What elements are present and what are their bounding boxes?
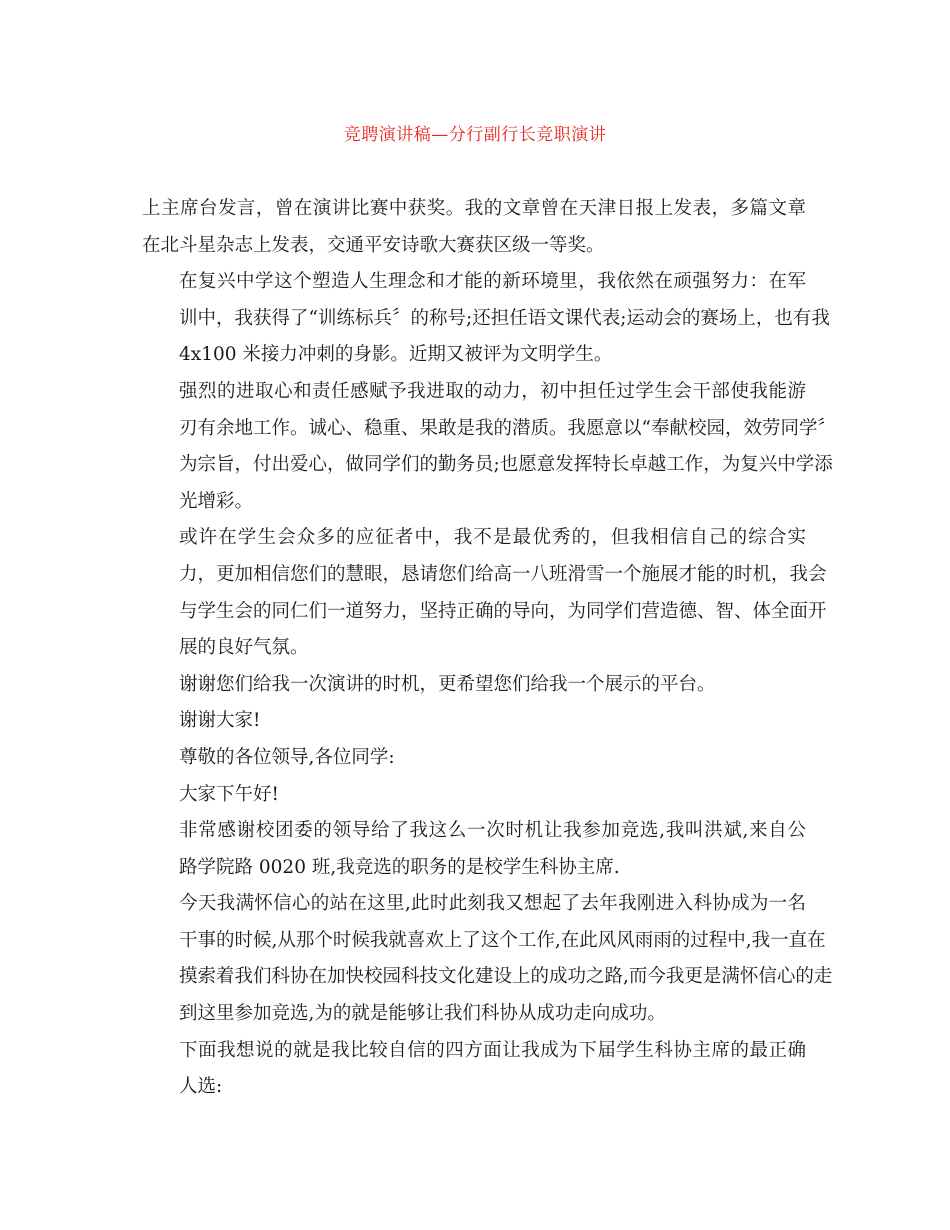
text-line: 上主席台发言，曾在演讲比赛中获奖。我的文章曾在天津日报上发表，多篇文章 (142, 198, 806, 219)
text-line: 光增彩。 (179, 490, 254, 512)
text-line: 大家下午好! (179, 783, 279, 805)
text-line: 强烈的进取心和责任感赋予我进取的动力，初中担任过学生会干部使我能游 (179, 380, 806, 402)
paragraph (142, 1033, 806, 1106)
text-line: 训中，我获得了“训练标兵〞的称号;还担任语文课代表;运动会的赛场上，也有我 (179, 307, 830, 329)
paragraph (142, 374, 836, 520)
text-line: 路学院路 0020 班,我竞选的职务的是校学生科协主席. (179, 856, 620, 878)
text-line: 下面我想说的就是我比较自信的四方面让我成为下届学生科协主席的最正确 (179, 1039, 806, 1061)
paragraph (142, 191, 806, 264)
paragraph (142, 520, 827, 666)
paragraph (142, 264, 830, 374)
text-line: 展的良好气氛。 (179, 637, 309, 659)
text-line: 摸索着我们科协在加快校园科技文化建设上的成功之路,而今我更是满怀信心的走 (179, 966, 833, 988)
text-line: 与学生会的同仁们一道努力，坚持正确的导向，为同学们营造德、智、体全面开 (179, 600, 827, 622)
text-line: 尊敬的各位领导,各位同学: (179, 746, 395, 768)
text-line: 4x100 米接力冲刺的身影。近期又被评为文明学生。 (179, 344, 613, 366)
document-title: 竞聘演讲稿—分行副行长竞职演讲 (343, 125, 607, 145)
text-line: 今天我满怀信心的站在这里,此时此刻我又想起了去年我刚进入科协成为一名 (179, 893, 806, 915)
text-line: 在复兴中学这个塑造人生理念和才能的新环境里，我依然在顽强努力：在军 (179, 271, 806, 293)
paragraph (142, 740, 806, 777)
paragraph (142, 703, 806, 740)
document-body (142, 191, 836, 1106)
paragraph (142, 667, 806, 704)
text-line: 或许在学生会众多的应征者中，我不是最优秀的，但我相信自己的综合实 (179, 527, 806, 549)
text-line: 力，更加相信您们的慧眼，恳请您们给高一八班滑雪一个施展才能的时机，我会 (179, 563, 827, 585)
text-line: 在北斗星杂志上发表，交通平安诗歌大赛获区级一等奖。 (142, 234, 605, 256)
paragraph (142, 813, 806, 886)
paragraph (142, 777, 806, 814)
text-line: 为宗旨，付出爱心，做同学们的勤务员;也愿意发挥特长卓越工作，为复兴中学添 (179, 454, 833, 476)
text-line: 干事的时候,从那个时候我就喜欢上了这个工作,在此风风雨雨的过程中,我一直在 (179, 929, 826, 951)
text-line: 谢谢您们给我一次演讲的时机，更希望您们给我一个展示的平台。 (179, 673, 716, 695)
text-line: 非常感谢校团委的领导给了我这么一次时机让我参加竞选,我叫洪斌,来自公 (179, 820, 806, 842)
paragraph (142, 886, 833, 1032)
text-line: 到这里参加竞选,为的就是能够让我们科协从成功走向成功。 (179, 1003, 666, 1025)
text-line: 人选: (179, 1076, 223, 1098)
text-line: 谢谢大家! (179, 710, 261, 732)
text-line: 刃有余地工作。诚心、稳重、果敢是我的潜质。我愿意以“奉献校园，效劳同学〞 (179, 417, 836, 439)
